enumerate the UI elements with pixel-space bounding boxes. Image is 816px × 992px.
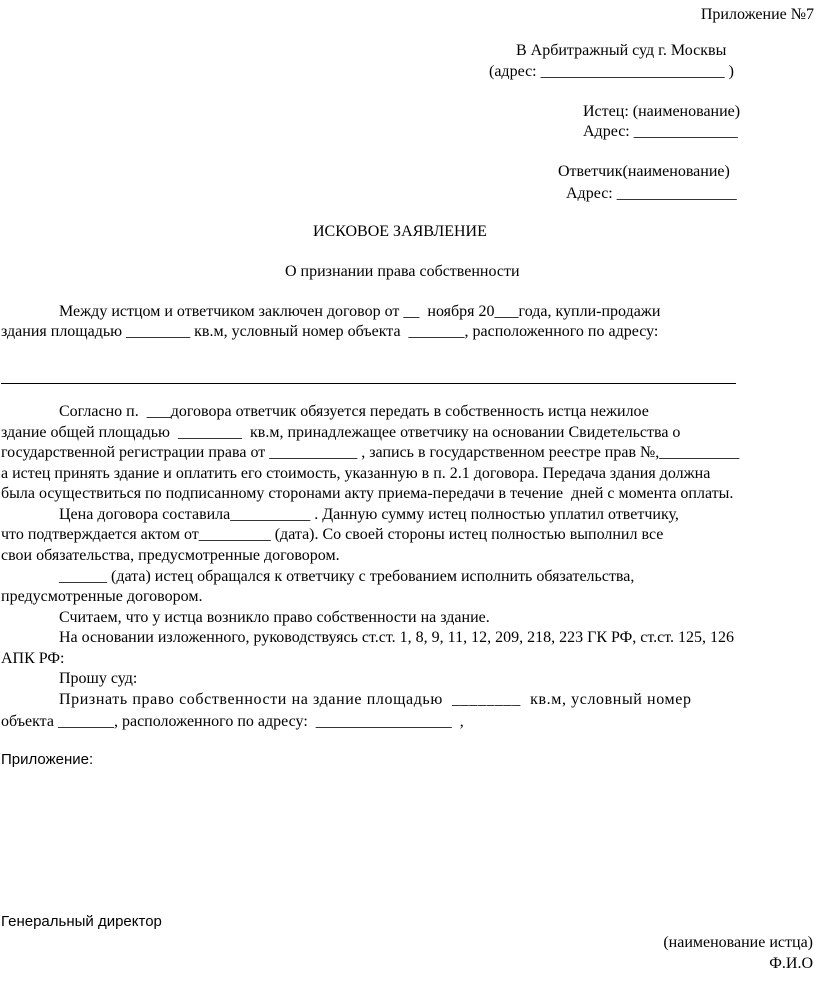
body-line: На основании изложенного, руководствуясь ст.ст. 1, 8, 9, 11, 12, 209, 218, 223 ГК РФ, ст.ст. 125, 126	[59, 629, 735, 646]
body-line: Прошу суд:	[59, 670, 138, 687]
body-line: Согласно п. ___договора ответчик обязуется передать в собственность истца нежилое	[59, 403, 649, 420]
court-address-line: (адрес: _______________________ )	[489, 63, 734, 80]
body-line: здание общей площадью ________ кв.м, принадлежащее ответчику на основании Свидетельства о	[1, 424, 681, 441]
defendant-address: Адрес: _______________	[566, 185, 737, 202]
body-line: государственной регистрации права от ___________ , запись в государственном реестре прав №,__________	[1, 444, 740, 461]
defendant-name: Ответчик(наименование)	[558, 163, 730, 180]
body-line: Цена договора составила__________ . Данную сумму истец полностью уплатил ответчику,	[59, 506, 679, 523]
document-subtitle: О признании права собственности	[285, 263, 520, 280]
body-line: АПК РФ:	[1, 650, 65, 667]
court-line: В Арбитражный суд г. Москвы	[516, 42, 727, 59]
attachments-label: Приложение:	[1, 751, 94, 768]
body-line: предусмотренные договором.	[1, 588, 203, 605]
body-line: Между истцом и ответчиком заключен договор от __ ноября 20___года, купли-продажи	[59, 303, 661, 320]
body-line: была осуществиться по подписанному сторонами акту приема-передачи в течение дней с момента оплаты.	[1, 485, 734, 502]
signer-initials: Ф.И.О	[769, 955, 813, 972]
body-line: ______ (дата) истец обращался к ответчику с требованием исполнить обязательства,	[59, 568, 635, 585]
body-line: здания площадью ________ кв.м, условный номер объекта _______, расположенного по адресу:	[1, 323, 659, 340]
body-line: Признать право собственности на здание площадью ________ кв.м, условный номер	[59, 691, 692, 708]
signer-org: (наименование истца)	[663, 934, 813, 951]
signer-position: Генеральный директор	[1, 913, 162, 930]
address-blank-line	[1, 383, 736, 384]
body-line: а истец принять здание и оплатить его стоимость, указанную в п. 2.1 договора. Передача здания должна	[1, 465, 711, 482]
plaintiff-address: Адрес: _____________	[583, 123, 738, 140]
body-line: свои обязательства, предусмотренные договором.	[1, 547, 340, 564]
appendix-label: Приложение №7	[700, 6, 814, 23]
body-line: Считаем, что у истца возникло право собственности на здание.	[59, 609, 490, 626]
body-line: объекта _______, расположенного по адресу: _________________ ,	[1, 713, 464, 730]
body-line: что подтверждается актом от_________ (дата). Со своей стороны истец полностью выполнил все	[1, 526, 664, 543]
document-title: ИСКОВОЕ ЗАЯВЛЕНИЕ	[313, 223, 487, 240]
plaintiff-name: Истец: (наименование)	[583, 103, 741, 120]
